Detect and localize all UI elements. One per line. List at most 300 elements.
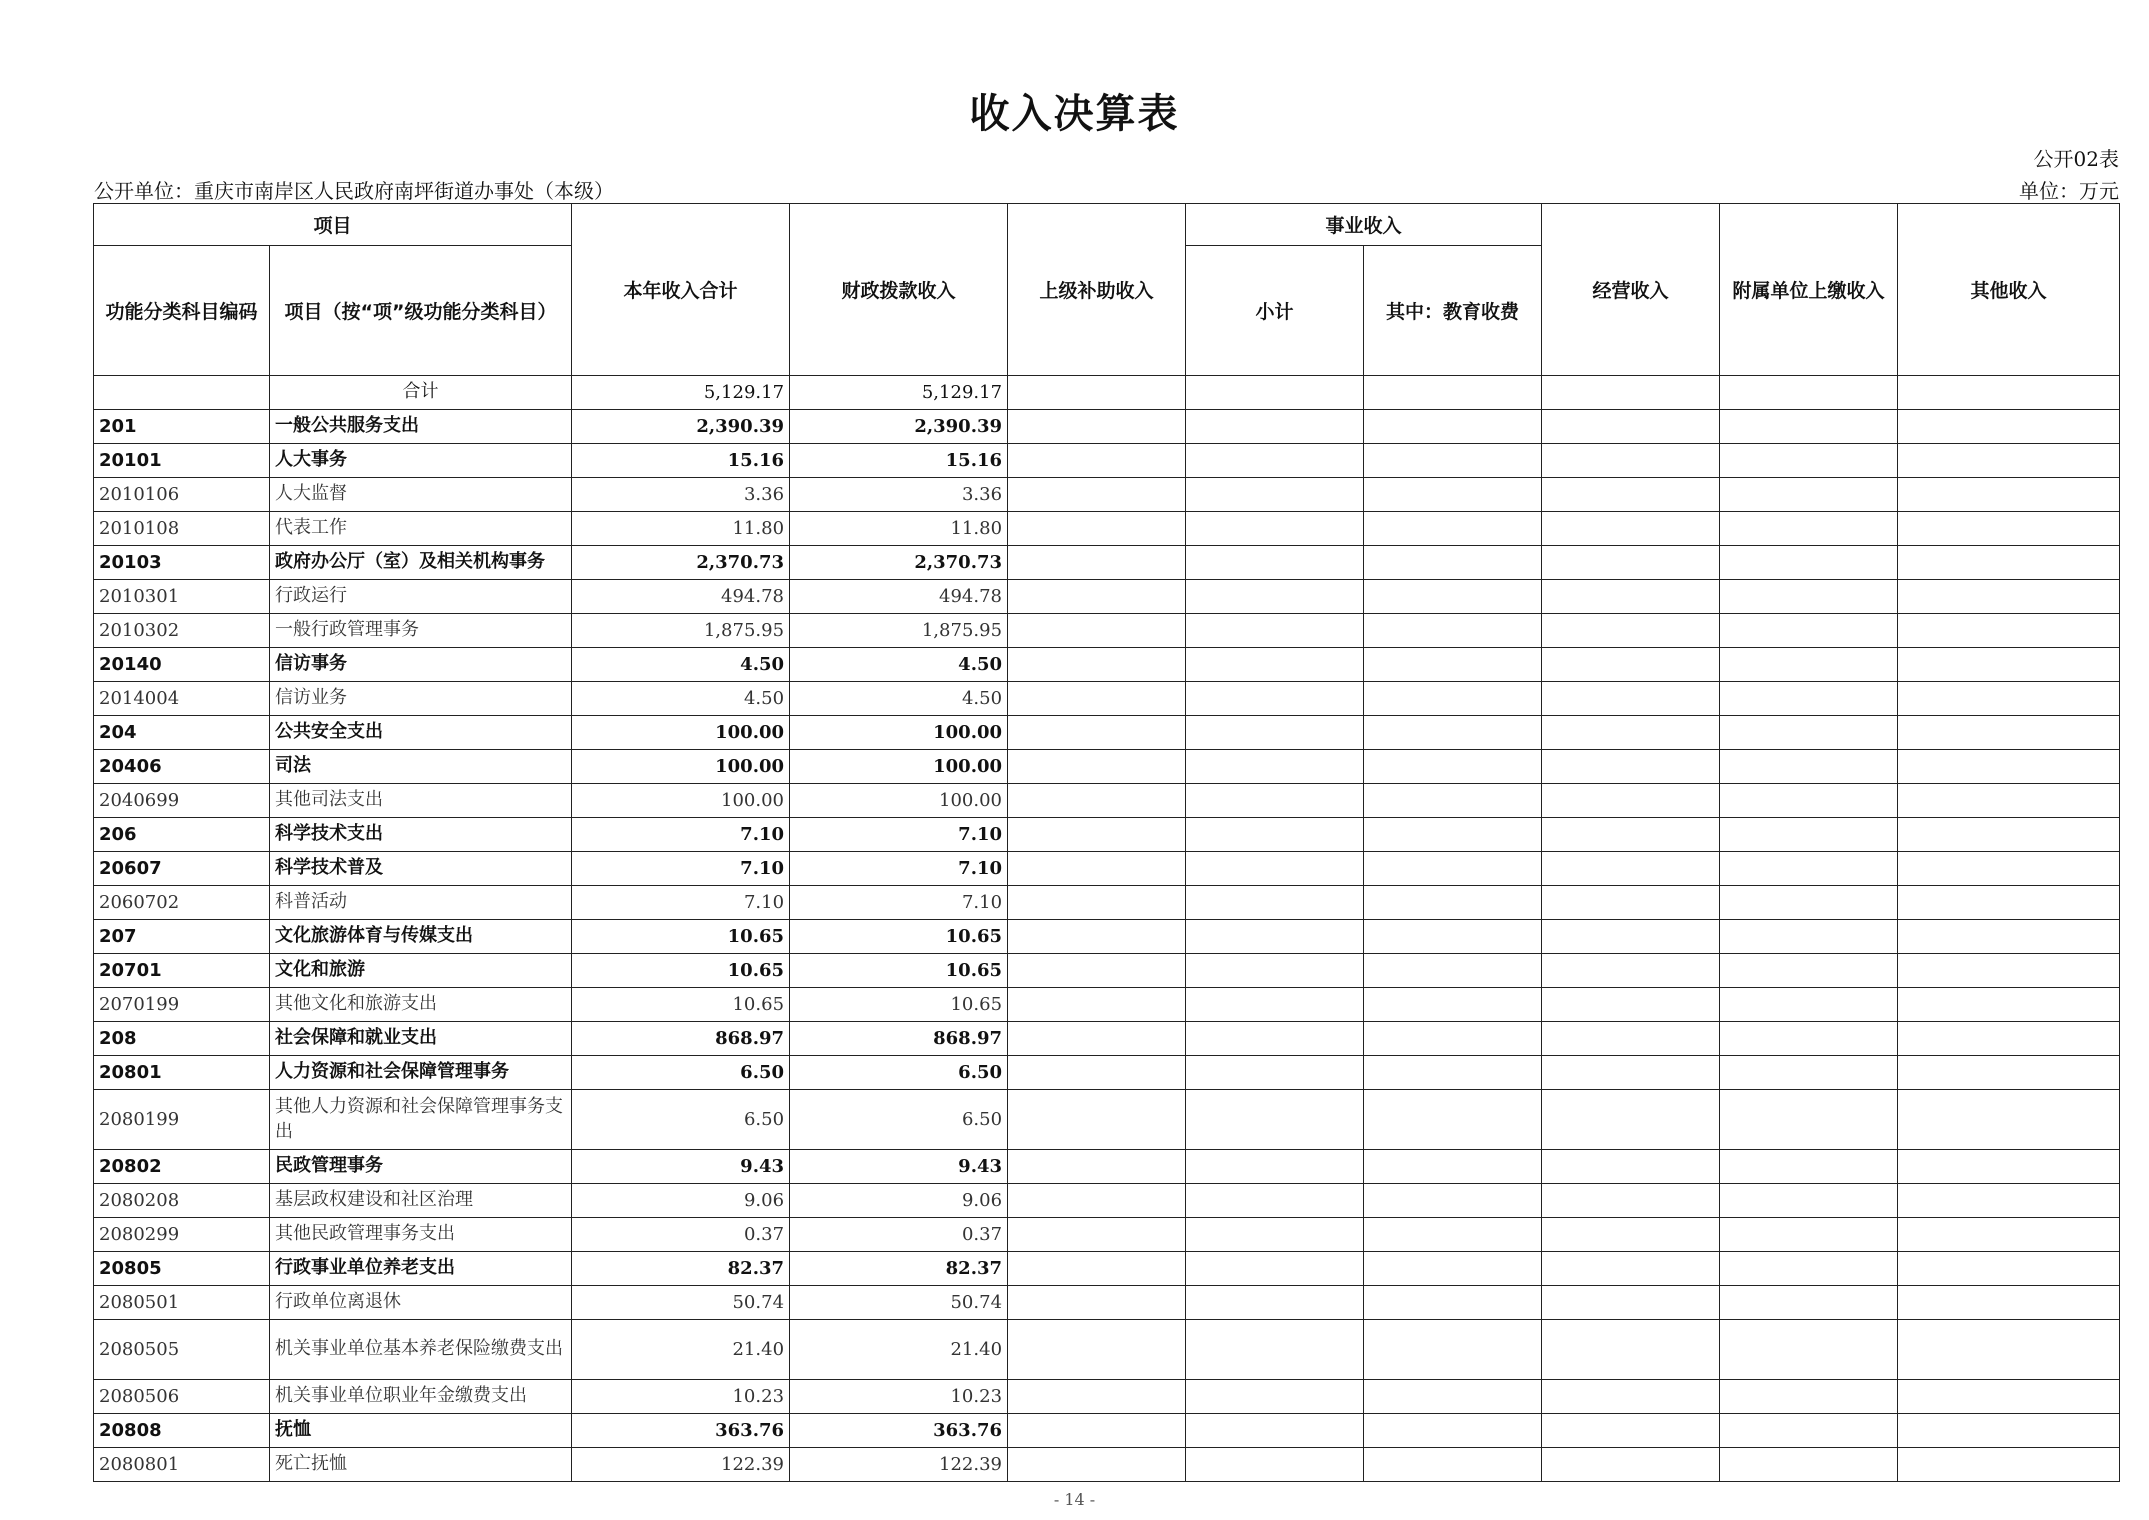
total-income-cell: 10.23 [572,1380,790,1414]
other-cell [1898,716,2120,750]
superior-subsidy-cell [1008,410,1186,444]
other-cell [1898,546,2120,580]
operating-cell [1542,1150,1720,1184]
affiliated-cell [1720,376,1898,410]
fiscal-cell: 100.00 [790,784,1008,818]
operating-cell [1542,648,1720,682]
affiliated-cell [1720,1056,1898,1090]
operating-cell [1542,580,1720,614]
table-row [94,376,2120,410]
affiliated-cell [1720,1218,1898,1252]
affiliated-cell [1720,1380,1898,1414]
fiscal-cell: 363.76 [790,1414,1008,1448]
name-cell: 科普活动 [270,886,572,920]
name-cell: 行政事业单位养老支出 [270,1252,572,1286]
code-cell: 2040699 [94,784,270,818]
table-row [94,750,2120,784]
fiscal-cell: 0.37 [790,1218,1008,1252]
affiliated-cell [1720,1184,1898,1218]
fiscal-cell: 11.80 [790,512,1008,546]
affiliated-cell [1720,1252,1898,1286]
name-cell: 民政管理事务 [270,1150,572,1184]
fiscal-cell: 2,390.39 [790,410,1008,444]
total-income-cell: 82.37 [572,1252,790,1286]
table-row [94,1218,2120,1252]
business-subtotal-cell [1186,512,1364,546]
business-subtotal-cell [1186,1022,1364,1056]
business-subtotal-cell [1186,920,1364,954]
superior-subsidy-cell [1008,852,1186,886]
business-subtotal-cell [1186,648,1364,682]
operating-cell [1542,1022,1720,1056]
name-cell: 死亡抚恤 [270,1448,572,1482]
operating-cell [1542,546,1720,580]
business-subtotal-cell [1186,988,1364,1022]
operating-cell [1542,920,1720,954]
fiscal-cell: 50.74 [790,1286,1008,1320]
name-cell: 一般行政管理事务 [270,614,572,648]
fiscal-cell: 6.50 [790,1090,1008,1150]
education-fee-cell [1364,682,1542,716]
superior-subsidy-cell [1008,1218,1186,1252]
table-row [94,988,2120,1022]
education-fee-cell [1364,410,1542,444]
fiscal-cell: 4.50 [790,648,1008,682]
business-subtotal-cell [1186,1184,1364,1218]
education-fee-cell [1364,750,1542,784]
form-code: 公开02表 [2033,147,2119,171]
affiliated-cell [1720,818,1898,852]
org-label: 公开单位：重庆市南岸区人民政府南坪街道办事处（本级） [94,179,614,203]
name-cell: 文化旅游体育与传媒支出 [270,920,572,954]
page-number: - 14 - [1053,1490,1096,1509]
education-fee-cell [1364,988,1542,1022]
code-cell: 2014004 [94,682,270,716]
operating-cell [1542,444,1720,478]
other-cell [1898,682,2120,716]
name-cell: 科学技术普及 [270,852,572,886]
other-cell [1898,1286,2120,1320]
business-subtotal-cell [1186,716,1364,750]
operating-cell [1542,1090,1720,1150]
total-income-cell: 3.36 [572,478,790,512]
superior-subsidy-cell [1008,988,1186,1022]
fiscal-cell: 3.36 [790,478,1008,512]
superior-subsidy-cell [1008,954,1186,988]
total-income-cell: 2,370.73 [572,546,790,580]
education-fee-cell [1364,1448,1542,1482]
business-subtotal-cell [1186,750,1364,784]
code-cell: 2080505 [94,1320,270,1380]
operating-cell [1542,988,1720,1022]
code-cell: 2010108 [94,512,270,546]
business-subtotal-cell [1186,1380,1364,1414]
total-income-cell: 5,129.17 [572,376,790,410]
superior-subsidy-cell [1008,1090,1186,1150]
other-cell [1898,954,2120,988]
other-cell [1898,1150,2120,1184]
affiliated-cell [1720,1414,1898,1448]
name-cell: 其他司法支出 [270,784,572,818]
business-subtotal-cell [1186,1252,1364,1286]
code-cell: 2070199 [94,988,270,1022]
code-cell: 207 [94,920,270,954]
business-subtotal-cell [1186,1090,1364,1150]
name-cell: 社会保障和就业支出 [270,1022,572,1056]
other-cell [1898,1022,2120,1056]
education-fee-cell [1364,444,1542,478]
total-income-cell: 15.16 [572,444,790,478]
table-row [94,648,2120,682]
superior-subsidy-cell [1008,1320,1186,1380]
name-cell: 行政运行 [270,580,572,614]
superior-subsidy-cell [1008,1414,1186,1448]
other-cell [1898,580,2120,614]
table-row [94,818,2120,852]
total-income-cell: 7.10 [572,818,790,852]
education-fee-cell [1364,1218,1542,1252]
other-cell [1898,988,2120,1022]
fiscal-cell: 10.65 [790,988,1008,1022]
operating-cell [1542,1380,1720,1414]
superior-subsidy-cell [1008,1022,1186,1056]
business-subtotal-cell [1186,478,1364,512]
fiscal-cell: 100.00 [790,750,1008,784]
table-row [94,1448,2120,1482]
operating-cell [1542,1184,1720,1218]
table-row [94,1056,2120,1090]
superior-subsidy-cell [1008,1380,1186,1414]
other-cell [1898,512,2120,546]
education-fee-cell [1364,954,1542,988]
superior-subsidy-cell [1008,1056,1186,1090]
education-fee-cell [1364,1150,1542,1184]
unit-label: 单位：万元 [2019,179,2119,203]
name-cell: 机关事业单位职业年金缴费支出 [270,1380,572,1414]
code-cell: 2080199 [94,1090,270,1150]
business-subtotal-cell [1186,954,1364,988]
code-cell: 20701 [94,954,270,988]
business-subtotal-cell [1186,1286,1364,1320]
table-row [94,410,2120,444]
superior-subsidy-cell [1008,546,1186,580]
table-row [94,546,2120,580]
fiscal-cell: 82.37 [790,1252,1008,1286]
business-subtotal-cell [1186,546,1364,580]
fiscal-cell: 21.40 [790,1320,1008,1380]
table-row [94,886,2120,920]
operating-cell [1542,1320,1720,1380]
operating-cell [1542,512,1720,546]
fiscal-cell: 10.23 [790,1380,1008,1414]
operating-cell [1542,682,1720,716]
table-row [94,478,2120,512]
business-subtotal-cell [1186,818,1364,852]
business-subtotal-cell [1186,1218,1364,1252]
table-row [94,1414,2120,1448]
education-fee-cell [1364,1056,1542,1090]
name-cell: 公共安全支出 [270,716,572,750]
name-cell: 一般公共服务支出 [270,410,572,444]
operating-cell [1542,784,1720,818]
table-row [94,1150,2120,1184]
education-fee-cell [1364,478,1542,512]
code-cell [94,376,270,410]
education-fee-cell [1364,852,1542,886]
other-cell [1898,1380,2120,1414]
education-fee-cell [1364,580,1542,614]
table-row [94,920,2120,954]
superior-subsidy-cell [1008,818,1186,852]
education-fee-cell [1364,512,1542,546]
operating-cell [1542,1448,1720,1482]
other-cell [1898,614,2120,648]
superior-subsidy-cell [1008,614,1186,648]
business-subtotal-cell [1186,614,1364,648]
affiliated-cell [1720,852,1898,886]
table-row [94,784,2120,818]
other-cell [1898,818,2120,852]
total-income-cell: 7.10 [572,852,790,886]
header-other: 其他收入 [1898,204,2120,376]
name-cell: 基层政权建设和社区治理 [270,1184,572,1218]
operating-cell [1542,818,1720,852]
name-cell: 机关事业单位基本养老保险缴费支出 [270,1320,572,1380]
header-item-group: 项目 [94,204,572,246]
header-operating: 经营收入 [1542,204,1720,376]
operating-cell [1542,954,1720,988]
business-subtotal-cell [1186,784,1364,818]
code-cell: 2080208 [94,1184,270,1218]
affiliated-cell [1720,1090,1898,1150]
superior-subsidy-cell [1008,920,1186,954]
header-name: 项目（按“项”级功能分类科目） [270,246,572,376]
total-income-cell: 21.40 [572,1320,790,1380]
affiliated-cell [1720,648,1898,682]
operating-cell [1542,852,1720,886]
other-cell [1898,648,2120,682]
superior-subsidy-cell [1008,682,1186,716]
affiliated-cell [1720,478,1898,512]
table-row [94,1184,2120,1218]
total-income-cell: 11.80 [572,512,790,546]
name-cell: 科学技术支出 [270,818,572,852]
header-code: 功能分类科目编码 [94,246,270,376]
business-subtotal-cell [1186,1320,1364,1380]
education-fee-cell [1364,1414,1542,1448]
fiscal-cell: 1,875.95 [790,614,1008,648]
superior-subsidy-cell [1008,376,1186,410]
operating-cell [1542,716,1720,750]
superior-subsidy-cell [1008,648,1186,682]
table-row [94,1090,2120,1150]
name-cell: 人大监督 [270,478,572,512]
other-cell [1898,920,2120,954]
fiscal-cell: 7.10 [790,886,1008,920]
name-cell: 司法 [270,750,572,784]
total-income-cell: 494.78 [572,580,790,614]
education-fee-cell [1364,1184,1542,1218]
total-income-cell: 100.00 [572,716,790,750]
code-cell: 20808 [94,1414,270,1448]
code-cell: 2010301 [94,580,270,614]
header-business-group: 事业收入 [1186,204,1542,246]
total-income-cell: 6.50 [572,1056,790,1090]
other-cell [1898,750,2120,784]
other-cell [1898,410,2120,444]
business-subtotal-cell [1186,682,1364,716]
other-cell [1898,1056,2120,1090]
code-cell: 2080506 [94,1380,270,1414]
operating-cell [1542,376,1720,410]
business-subtotal-cell [1186,444,1364,478]
fiscal-cell: 9.06 [790,1184,1008,1218]
code-cell: 20607 [94,852,270,886]
superior-subsidy-cell [1008,716,1186,750]
education-fee-cell [1364,886,1542,920]
code-cell: 20805 [94,1252,270,1286]
education-fee-cell [1364,614,1542,648]
other-cell [1898,1320,2120,1380]
name-cell: 信访业务 [270,682,572,716]
name-cell: 人大事务 [270,444,572,478]
business-subtotal-cell [1186,1056,1364,1090]
total-income-cell: 363.76 [572,1414,790,1448]
education-fee-cell [1364,784,1542,818]
other-cell [1898,376,2120,410]
total-income-cell: 9.06 [572,1184,790,1218]
superior-subsidy-cell [1008,784,1186,818]
affiliated-cell [1720,920,1898,954]
affiliated-cell [1720,546,1898,580]
superior-subsidy-cell [1008,1150,1186,1184]
total-income-cell: 100.00 [572,750,790,784]
education-fee-cell [1364,1286,1542,1320]
name-cell: 其他民政管理事务支出 [270,1218,572,1252]
affiliated-cell [1720,512,1898,546]
fiscal-cell: 15.16 [790,444,1008,478]
code-cell: 2080801 [94,1448,270,1482]
total-income-cell: 10.65 [572,988,790,1022]
affiliated-cell [1720,410,1898,444]
superior-subsidy-cell [1008,1184,1186,1218]
operating-cell [1542,1286,1720,1320]
education-fee-cell [1364,546,1542,580]
education-fee-cell [1364,716,1542,750]
affiliated-cell [1720,954,1898,988]
affiliated-cell [1720,886,1898,920]
total-income-cell: 0.37 [572,1218,790,1252]
superior-subsidy-cell [1008,444,1186,478]
code-cell: 20101 [94,444,270,478]
education-fee-cell [1364,920,1542,954]
header-total-income: 本年收入合计 [572,204,790,376]
affiliated-cell [1720,716,1898,750]
code-cell: 2010106 [94,478,270,512]
affiliated-cell [1720,750,1898,784]
fiscal-cell: 7.10 [790,852,1008,886]
table-row [94,716,2120,750]
code-cell: 20801 [94,1056,270,1090]
affiliated-cell [1720,1150,1898,1184]
business-subtotal-cell [1186,852,1364,886]
code-cell: 20802 [94,1150,270,1184]
table-row [94,512,2120,546]
total-income-cell: 9.43 [572,1150,790,1184]
business-subtotal-cell [1186,886,1364,920]
name-cell: 行政单位离退休 [270,1286,572,1320]
total-income-cell: 50.74 [572,1286,790,1320]
affiliated-cell [1720,580,1898,614]
fiscal-cell: 100.00 [790,716,1008,750]
operating-cell [1542,750,1720,784]
name-cell: 代表工作 [270,512,572,546]
fiscal-cell: 10.65 [790,920,1008,954]
table-row [94,852,2120,886]
superior-subsidy-cell [1008,886,1186,920]
code-cell: 208 [94,1022,270,1056]
education-fee-cell [1364,1252,1542,1286]
education-fee-cell [1364,1320,1542,1380]
superior-subsidy-cell [1008,1448,1186,1482]
total-income-cell: 10.65 [572,920,790,954]
table-row [94,954,2120,988]
affiliated-cell [1720,1320,1898,1380]
affiliated-cell [1720,784,1898,818]
total-income-cell: 7.10 [572,886,790,920]
affiliated-cell [1720,682,1898,716]
total-income-cell: 4.50 [572,648,790,682]
name-cell: 其他文化和旅游支出 [270,988,572,1022]
name-cell: 人力资源和社会保障管理事务 [270,1056,572,1090]
business-subtotal-cell [1186,376,1364,410]
name-cell: 文化和旅游 [270,954,572,988]
other-cell [1898,1252,2120,1286]
name-cell: 政府办公厅（室）及相关机构事务 [270,546,572,580]
other-cell [1898,1448,2120,1482]
other-cell [1898,1414,2120,1448]
code-cell: 20140 [94,648,270,682]
operating-cell [1542,1056,1720,1090]
other-cell [1898,478,2120,512]
operating-cell [1542,1252,1720,1286]
header-education-fee: 其中：教育收费 [1364,246,1542,376]
fiscal-cell: 2,370.73 [790,546,1008,580]
superior-subsidy-cell [1008,478,1186,512]
header-subtotal: 小计 [1186,246,1364,376]
operating-cell [1542,478,1720,512]
fiscal-cell: 5,129.17 [790,376,1008,410]
code-cell: 2080299 [94,1218,270,1252]
other-cell [1898,852,2120,886]
other-cell [1898,1218,2120,1252]
name-cell: 抚恤 [270,1414,572,1448]
other-cell [1898,784,2120,818]
table-row [94,614,2120,648]
table-row [94,1022,2120,1056]
code-cell: 206 [94,818,270,852]
total-income-cell: 10.65 [572,954,790,988]
other-cell [1898,1184,2120,1218]
affiliated-cell [1720,988,1898,1022]
affiliated-cell [1720,614,1898,648]
total-income-cell: 4.50 [572,682,790,716]
business-subtotal-cell [1186,1414,1364,1448]
superior-subsidy-cell [1008,1286,1186,1320]
education-fee-cell [1364,1022,1542,1056]
fiscal-cell: 494.78 [790,580,1008,614]
superior-subsidy-cell [1008,512,1186,546]
